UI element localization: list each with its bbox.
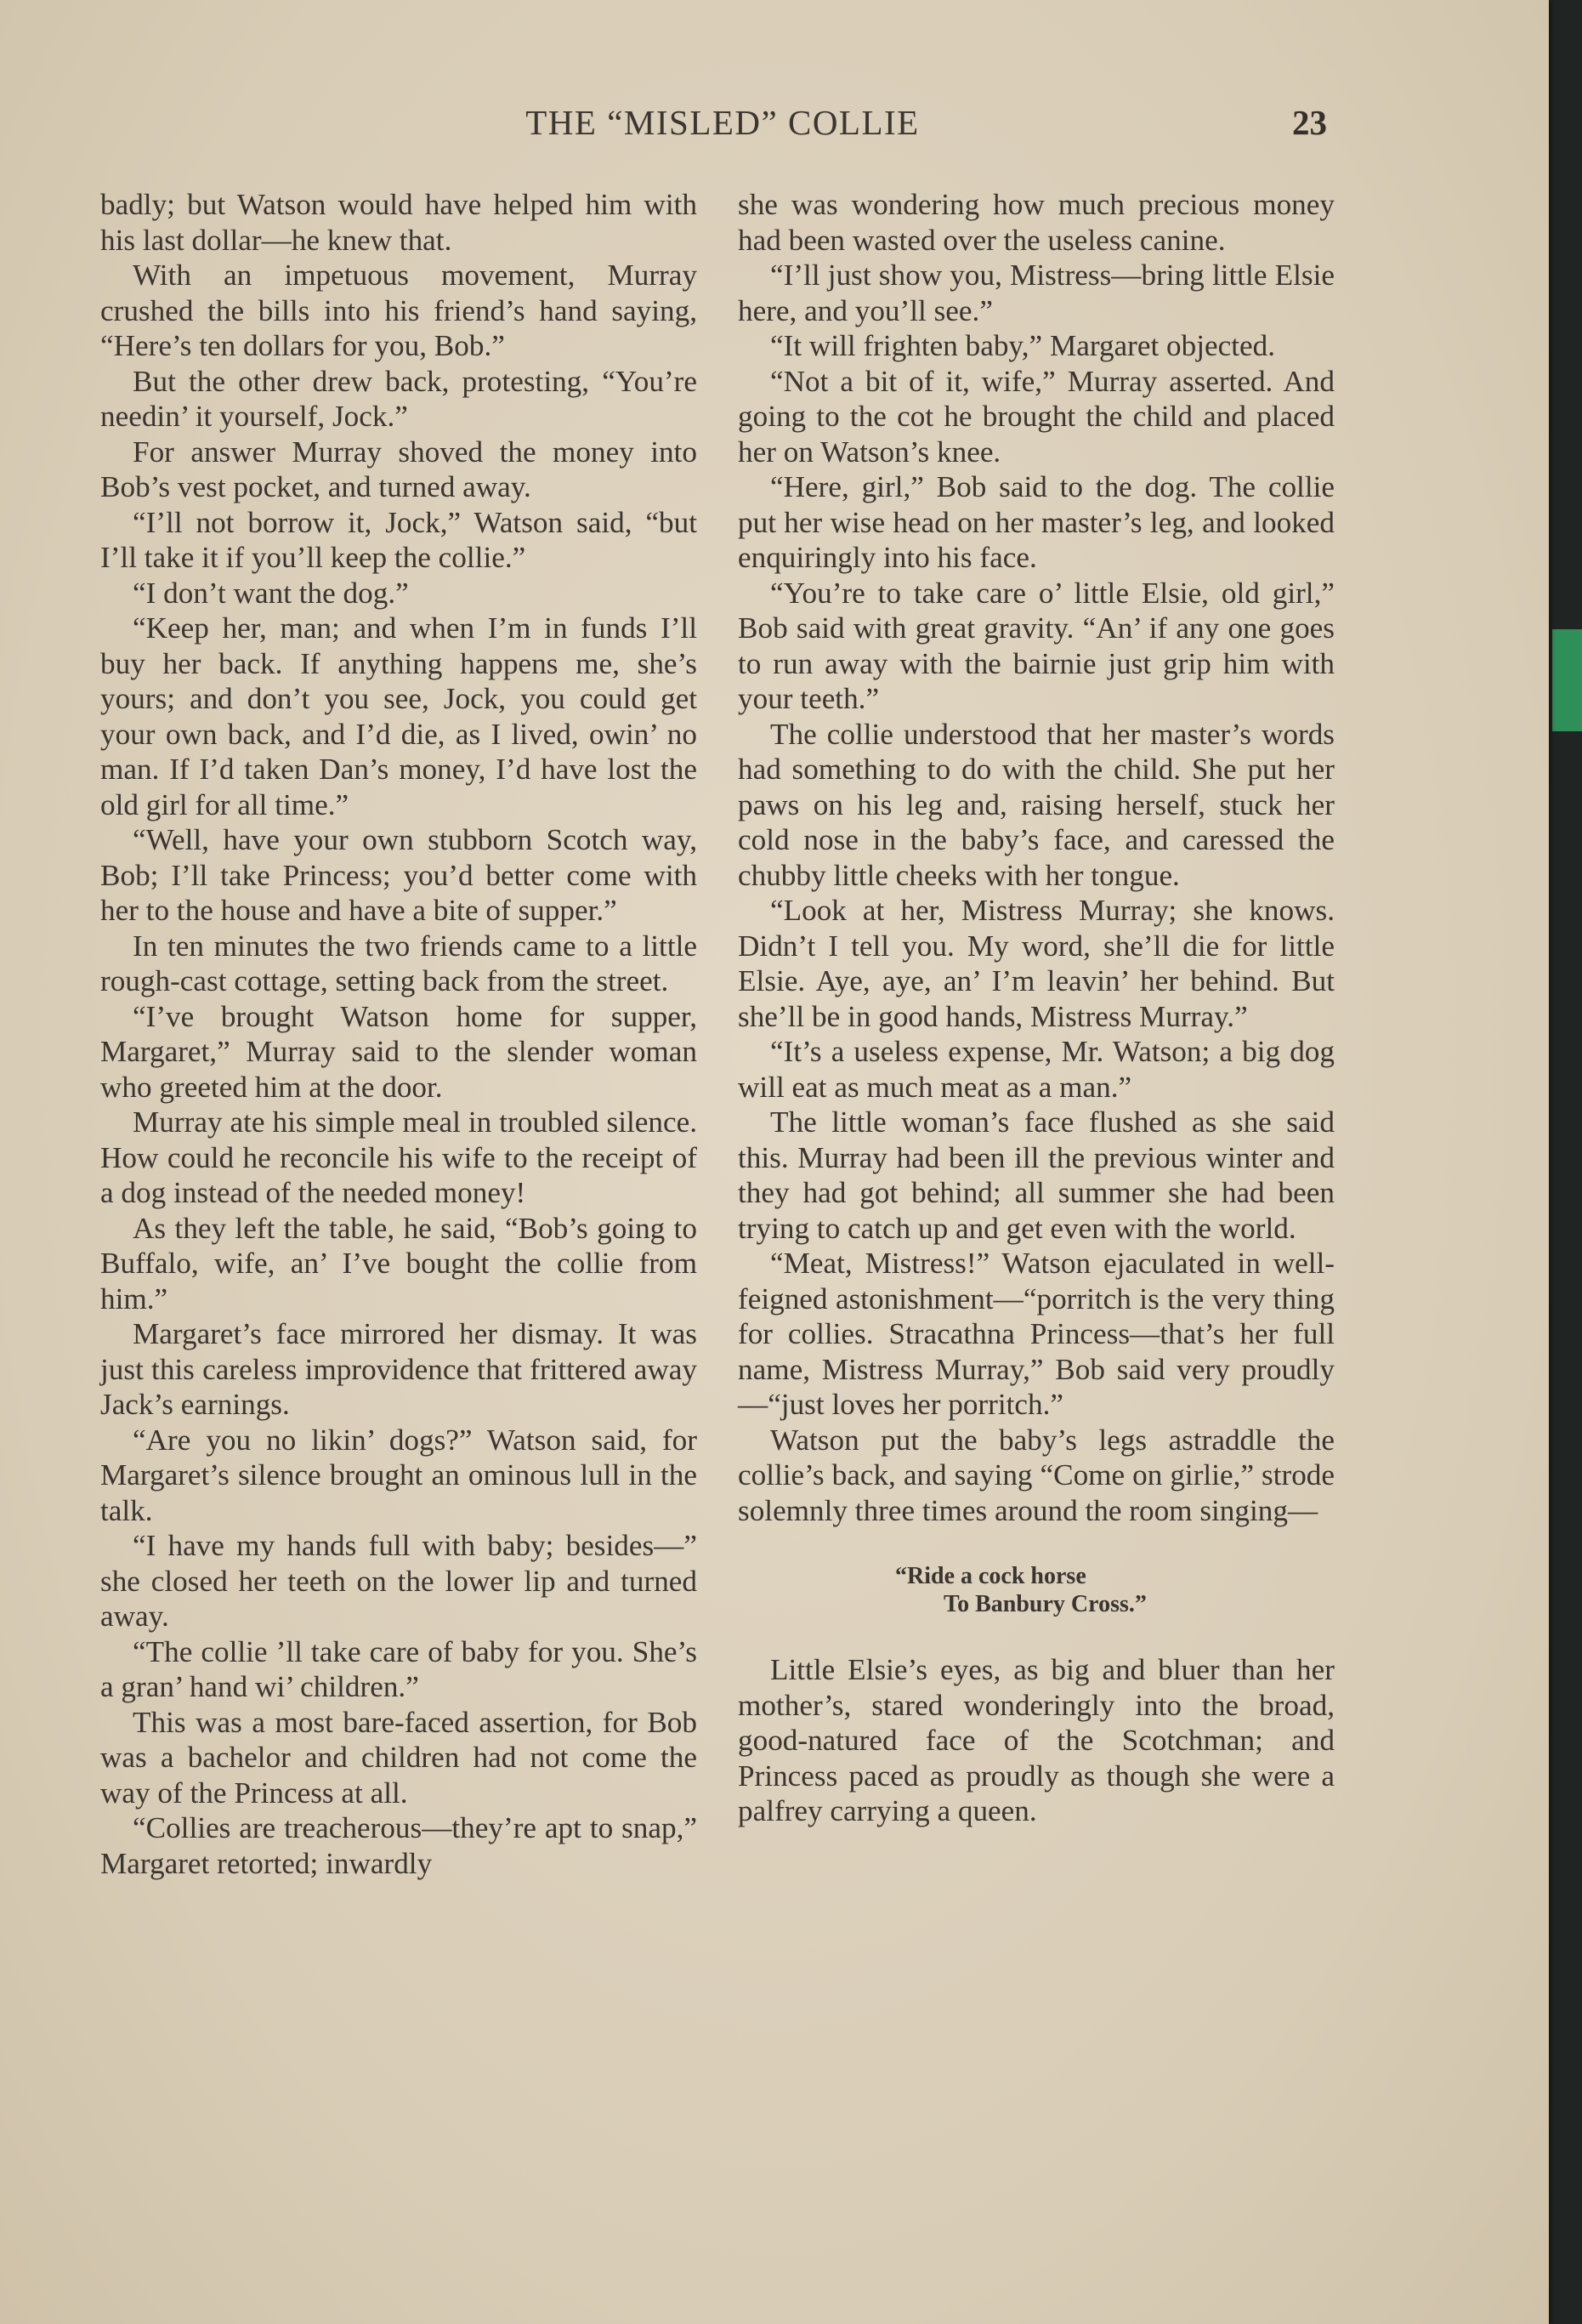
paragraph: “I’ll not borrow it, Jock,” Watson said, “but I’ll take it if you’ll keep the collie.” (100, 505, 697, 574)
paragraph: With an impetuous movement, Murray crushed the bills into his friend’s hand saying, “Here’s ten dollars for you, Bob.” (100, 259, 697, 362)
paragraph: “Are you no likin’ dogs?” Watson said, for Margaret’s silence brought an ominous lull in the talk. (100, 1423, 697, 1527)
left-column (100, 187, 697, 1881)
page-marker-tab (1552, 629, 1582, 731)
paragraph: Murray ate his simple meal in troubled silence. How could he reconcile his wife to the receipt of a dog instead of the needed money! (100, 1105, 697, 1209)
paragraph: “I have my hands full with baby; besides—” she closed her teeth on the lower lip and turned away. (100, 1529, 697, 1633)
paragraph: Margaret’s face mirrored her dismay. It was just this careless improvidence that frittered away Jack’s earnings. (100, 1317, 697, 1421)
right-column-before-verse (738, 187, 1335, 1528)
paragraph: she was wondering how much precious money had been wasted over the useless canine. (738, 188, 1335, 257)
paragraph: For answer Murray shoved the money into Bob’s vest pocket, and turned away. (100, 435, 697, 503)
running-title: THE “MISLED” COLLIE (525, 103, 920, 142)
verse-line: To Banbury Cross.” (944, 1591, 1147, 1617)
paragraph: “The collie ’ll take care of baby for you. She’s a gran’ hand wi’ children.” (100, 1634, 697, 1703)
right-column-after-verse (738, 1652, 1335, 1829)
page-number: 23 (1292, 103, 1327, 142)
paragraph: “Well, have your own stubborn Scotch way, Bob; I’ll take Princess; you’d better come with her to the house and have a bite of supper.” (100, 823, 697, 927)
paragraph: “It will frighten baby,” Margaret objected. (770, 329, 1276, 362)
paragraph: “Collies are treacherous—they’re apt to snap,” Margaret retorted; inwardly (100, 1811, 697, 1880)
page-header (0, 102, 1549, 153)
paragraph: “Not a bit of it, wife,” Murray asserted. And going to the cot he brought the child and placed her on Watson’s knee. (738, 364, 1335, 469)
verse-line: “Ride a cock horse (895, 1563, 1086, 1589)
paragraph: But the other drew back, protesting, “You’re needin’ it yourself, Jock.” (100, 364, 697, 433)
right-column (738, 187, 1335, 1829)
paragraph: In ten minutes the two friends came to a little rough-cast cottage, setting back from the street. (100, 929, 697, 997)
paragraph: “I’ll just show you, Mistress—bring little Elsie here, and you’ll see.” (738, 259, 1335, 327)
scan-background (1547, 0, 1582, 2324)
paragraph: “Here, girl,” Bob said to the dog. The collie put her wise head on her master’s leg, and looked enquiringly into his face. (738, 470, 1335, 574)
paragraph: The collie understood that her master’s words had something to do with the child. She put her paws on his leg and, raising herself, stuck her cold nose in the baby’s face, and caressed the chubby little cheeks with her tongue. (738, 717, 1335, 892)
paragraph: “Meat, Mistress!” Watson ejaculated in well-feigned astonishment—“porritch is the very thing for collies. Stracathna Princess—that’s her full name, Mistress Murray,” Bob said very proudly—“just loves her porritch.” (738, 1247, 1335, 1421)
paragraph: The little woman’s face flushed as she said this. Murray had been ill the previous winter and they had got behind; all summer she had been trying to catch up and get even with the world. (738, 1105, 1335, 1245)
paragraph: “Keep her, man; and when I’m in funds I’ll buy her back. If anything happens me, she’s yours; and don’t you see, Jock, you could get your own back, and I’d die, as I lived, owin’ no man. If I’d taken Dan’s money, I’d have lost the old girl for all time.” (100, 611, 697, 821)
paragraph: This was a most bare-faced assertion, for Bob was a bachelor and children had not come the way of the Princess at all. (100, 1705, 697, 1810)
paragraph: “I’ve brought Watson home for supper, Margaret,” Murray said to the slender woman who greeted him at the door. (100, 999, 697, 1104)
paragraph: Watson put the baby’s legs astraddle the collie’s back, and saying “Come on girlie,” strode solemnly three times around the room singing— (738, 1423, 1335, 1527)
paragraph: badly; but Watson would have helped him with his last dollar—he knew that. (100, 188, 697, 257)
verse-block (738, 1562, 1335, 1618)
paragraph: “It’s a useless expense, Mr. Watson; a big dog will eat as much meat as a man.” (738, 1035, 1335, 1104)
paragraph: “I don’t want the dog.” (133, 576, 409, 610)
paragraph: “You’re to take care o’ little Elsie, old girl,” Bob said with great gravity. “An’ if any one goes to run away with the bairnie just grip him with your teeth.” (738, 576, 1335, 715)
paragraph: As they left the table, he said, “Bob’s going to Buffalo, wife, an’ I’ve bought the collie from him.” (100, 1211, 697, 1315)
paragraph: Little Elsie’s eyes, as big and bluer than her mother’s, stared wonderingly into the broad, good-natured face of the Scotchman; and Princess paced as proudly as though she were a palfrey carrying a queen. (738, 1653, 1335, 1827)
paragraph: “Look at her, Mistress Murray; she knows. Didn’t I tell you. My word, she’ll die for little Elsie. Aye, aye, an’ I’m leavin’ her behind. But she’ll be in good hands, Mistress Murray.” (738, 894, 1335, 1033)
